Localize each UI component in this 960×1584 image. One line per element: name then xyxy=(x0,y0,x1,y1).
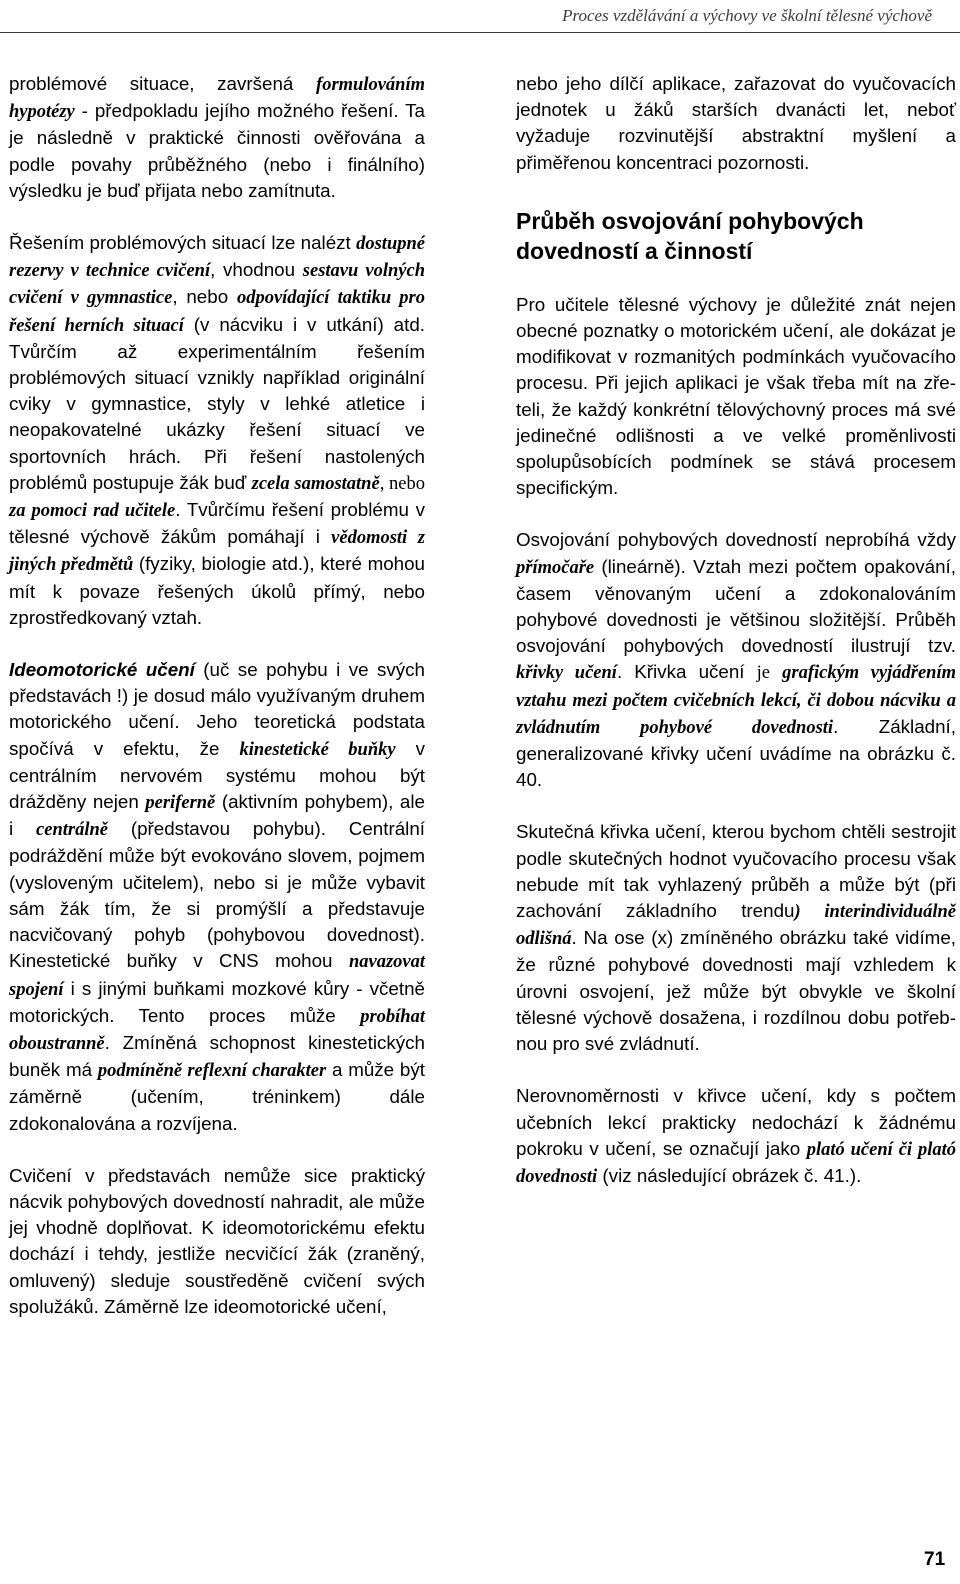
text-run: (v nácviku i v utkání) atd. Tvůrčím až experimentálním řešením problémových situací vznikly například originální cviky v gymnastice, styly v lehké atletice i neopakovatelné ukázky řešení situací ve sportovních hrách. Při řešení nastolených problémů postupuje žák buď xyxy=(9,313,425,493)
text-run: Pro učitele tělesné výchovy je důležité znát nejen obecné poznatky o motorickém učení, ale dokázat je modifikovat v rozmanitých podmínkách vyučovacího procesu. Při jejich aplikaci je však třeba mít na zřeteli, že každý konkrétní tělovýchovný proces má své jedinečné odlišnosti a ve velké proměnlivosti spolupůsobících podmínek se stává procesem specifickým. xyxy=(516,293,956,499)
emphasis-text: ) interindividuálně odlišná xyxy=(516,902,956,950)
text-run: (uč se pohybu i ve svých představách !) je dosud málo využívaným druhem motorického učení. Jeho teoretická podstata spočívá v efektu, že xyxy=(9,659,425,759)
page-number: 71 xyxy=(924,1549,946,1570)
text-run: . Na ose (x) zmíněného obrázku také vidíme, že různé pohybové dovednosti mají vzhledem k úrovni osvojení, jež může být obvykle ve školní tělesné výchově dosažena, i rozdílnou dobu potřebnou pro své zvládnutí. xyxy=(516,927,956,1055)
emphasis-text: přímočaře xyxy=(516,557,595,578)
text-run: . Zmíněná schopnost kinestetických buněk má xyxy=(9,1031,425,1081)
paragraph-plateau xyxy=(516,1083,956,1190)
emphasis-text: dostupné rezervy v technice cvičení xyxy=(9,234,425,282)
emphasis-text: navazovat spojení xyxy=(9,952,425,1000)
text-run: Nerovnoměrnosti v křivce učení, kdy s počtem učebních lekcí prakticky nedochází k žádnému pokroku v učení, se označují jako xyxy=(516,1085,956,1159)
paragraph-real-curve xyxy=(516,819,956,1057)
text-run: (lineárně). Vztah mezi počtem opakování, časem věnovaným učení a zdokonalováním pohybové dovednosti je většinou složitější. Průběh osvojování pohybových dovedností ilustrují tzv. xyxy=(516,555,956,657)
emphasis-text: podmíněně reflexní charakter xyxy=(97,1061,327,1082)
text-run: , nebo xyxy=(172,286,237,308)
text-run: (viz následující obrázek č. 41.). xyxy=(597,1164,862,1186)
emphasis-text: probíhat oboustranně xyxy=(9,1006,425,1054)
paragraph-learning-curves xyxy=(516,527,956,793)
text-run: (fyziky, biologie atd.), které mohou mít k povaze řešených úkolů přímý, nebo zprostředkovaný vztah. xyxy=(9,553,425,628)
paragraph-problem-solving xyxy=(9,230,425,631)
header-rule xyxy=(0,32,960,33)
emphasis-text: plató učení či plató dovednosti xyxy=(516,1139,956,1187)
text-run: . Základní, generalizované křivky učení uvádíme na obrázku č. 40. xyxy=(516,715,956,791)
emphasis-text: zcela samostatně xyxy=(251,473,380,494)
text-run: i s jinými buňkami mozkové kůry - včetně motorických. Tento proces může xyxy=(9,977,425,1026)
text-run: Osvojování pohybových dovedností neprobíhá vždy xyxy=(516,529,956,551)
text-run: (aktivním pohybem), ale i xyxy=(9,791,425,840)
emphasis-text: vědomosti z jiných předmětů xyxy=(9,528,425,576)
text-run: . Tvůrčímu řešení problému v tělesné výchově žákům pomáhají i xyxy=(9,499,425,548)
paragraph-imagery-practice xyxy=(9,1163,425,1320)
emphasis-text: sestavu volných cvičení v gymnastice xyxy=(9,261,425,309)
text-run: a může být záměrně (učením, tréninkem) dále zdokonalována a rozvíjena. xyxy=(9,1059,425,1134)
left-column xyxy=(9,71,425,1320)
text-run: - předpokladu jejího možného řešení. Ta je následně v praktické činnosti ověřována a podle povahy průběžného (nebo i finálního) výsledku je buď přijata nebo zamítnuta. xyxy=(9,100,425,201)
text-run: Skutečná křivka učení, kterou bychom chtěli sestrojit podle skutečných hodnot vyučovacího procesu však nebude mít tak vyhlazený průběh a může být (při zachování základního trendu xyxy=(516,821,956,922)
text-run: nebo jeho dílčí aplikace, zařazovat do vyučovacích jednotek u žáků starších dvanácti let, neboť vyžaduje rozvinutější abstraktní myšlení a přiměřenou koncentraci pozornosti. xyxy=(516,73,956,173)
text-run: (představou pohybu). Centrální podráždění může být evokováno slovem, pojmem (vysloveným učitelem), nebo si je může vybavit sám žák tím, že si promýšlí a představuje nacvičovaný pohyb (pohybovou dovednost). Kinestetické buňky v CNS mohou xyxy=(9,818,426,972)
text-run: problémové situace, završená xyxy=(9,73,317,94)
paragraph-continuation xyxy=(516,71,956,176)
emphasis-text: grafickým vyjádřením vztahu mezi počtem cvičebních lekcí, či dobou nácviku a zvládnutím pohybové dovednosti xyxy=(516,663,957,738)
text-run: Řešením problémových situací lze nalézt xyxy=(9,232,357,254)
text-run: je xyxy=(756,663,770,684)
emphasis-text: odpovídající taktiku pro řešení herních situací xyxy=(9,288,426,336)
text-run: Cvičení v představách nemůže sice praktický nácvik pohybových dovedností nahradit, ale může jej vhodně doplňovat. K ideomotorickému efektu dochází i tehdy, jestliže necvičící žák (zraněný, omluvený) sleduje soustředěně cvičení svých spolužáků. Záměrně lze ideomotorické učení, xyxy=(9,1164,425,1317)
section-heading: Průběh osvojování pohybových dovedností a činností xyxy=(516,207,864,264)
emphasis-text: kinestetické buňky xyxy=(239,739,396,760)
emphasis-text: křivky učení xyxy=(516,663,617,684)
emphasis-text: za pomoci rad učitele xyxy=(9,501,176,522)
right-column xyxy=(516,71,956,1190)
term-ideomotor-learning: Ideomotorické učení xyxy=(9,659,195,681)
paragraph-problem-hypothesis xyxy=(9,71,425,204)
emphasis-text: centrálně xyxy=(36,820,108,841)
running-header: Proces vzdělávání a výchovy ve školní tělesné výchově xyxy=(562,6,932,25)
text-run: . Křivka učení xyxy=(616,661,757,683)
paragraph-teacher-knowledge xyxy=(516,292,956,502)
text-run: , vhodnou xyxy=(210,259,303,281)
text-run xyxy=(770,661,782,682)
emphasis-text: periferně xyxy=(145,793,216,814)
paragraph-ideomotor-learning xyxy=(9,657,425,1137)
emphasis-text: formulováním hypotézy xyxy=(9,75,425,123)
text-run: v centrálním nervovém systému mohou být drážděny nejen xyxy=(9,737,425,813)
text-run: , nebo xyxy=(379,473,425,494)
